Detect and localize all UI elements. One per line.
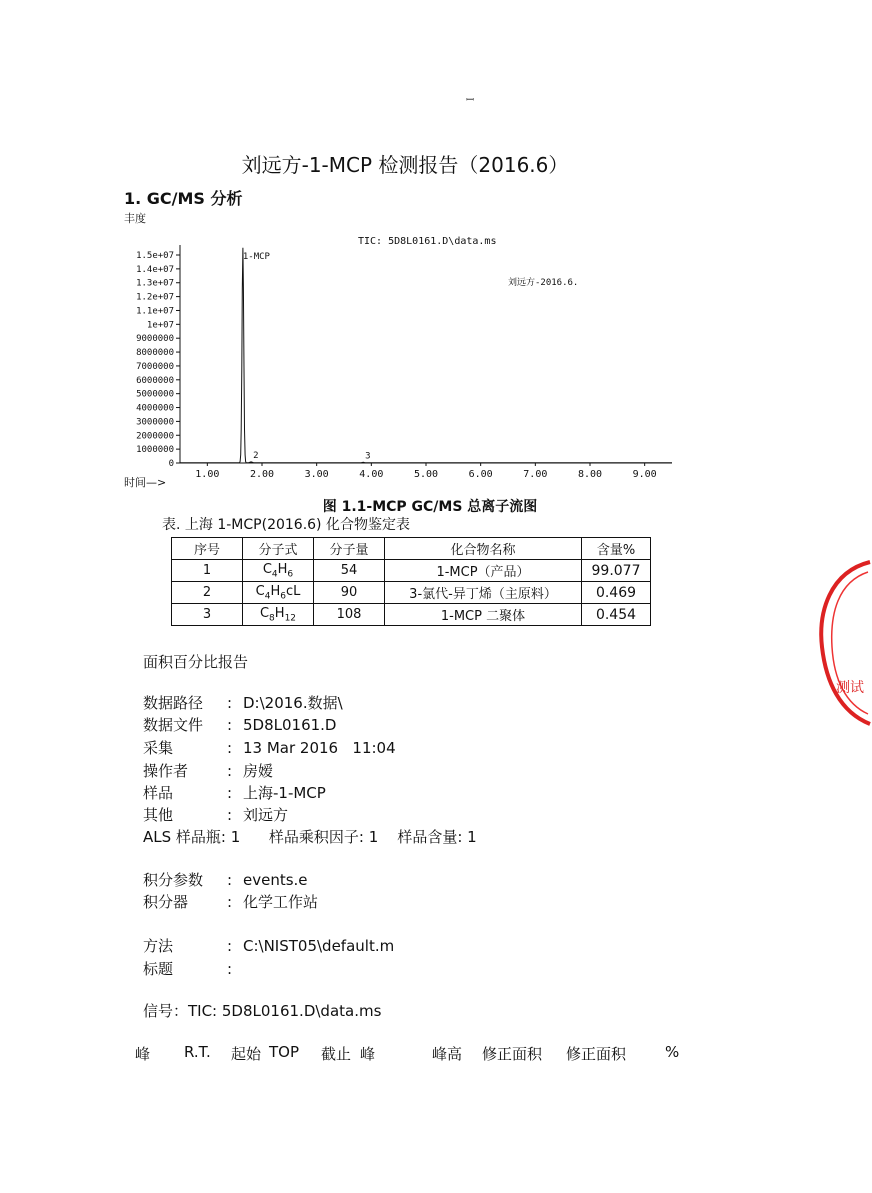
col-top: TOP — [269, 1043, 300, 1061]
col-height: 峰高 — [432, 1045, 463, 1063]
info-operator: 操作者 : 房嫒 — [143, 762, 274, 780]
y-tick-label: 1.4e+07 — [136, 264, 174, 275]
cell-mw: 90 — [314, 582, 385, 604]
y-tick-label: 0 — [168, 459, 174, 469]
peak-table-header — [135, 1043, 695, 1063]
info-method: 方法 : C:\NIST05\default.m — [143, 937, 395, 955]
red-seal-stamp — [810, 552, 872, 732]
page-mark: ꟷ — [466, 95, 475, 106]
label: 积分器 — [143, 893, 189, 911]
value: D:\2016.数据\ — [243, 694, 343, 712]
value: 房嫒 — [243, 762, 274, 780]
tic-trace — [180, 248, 672, 463]
label: 数据路径 — [143, 694, 204, 712]
label: 数据文件 — [143, 716, 204, 734]
y-tick-label: 7000000 — [136, 361, 174, 372]
col-header: 分子式 — [243, 538, 314, 560]
x-tick-label: 1.00 — [195, 469, 220, 480]
col-percent: % — [665, 1043, 680, 1061]
value: 化学工作站 — [243, 893, 319, 911]
col-peak2: 峰 — [360, 1045, 376, 1063]
info-other: 其他 : 刘远方 — [143, 806, 289, 824]
label: 操作者 — [143, 762, 189, 780]
y-tick-label: 2000000 — [136, 431, 174, 442]
col-header: 分子量 — [314, 538, 385, 560]
info-title: 标题 : — [143, 960, 233, 978]
cell-content: 99.077 — [582, 560, 651, 582]
x-tick-label: 8.00 — [577, 469, 603, 480]
table-row — [172, 560, 651, 582]
cell-name: 3-氯代-异丁烯（主原料） — [385, 582, 582, 604]
y-axis-unit: 丰度 — [124, 212, 146, 225]
value: events.e — [243, 871, 308, 889]
y-tick-label: 1.1e+07 — [136, 306, 174, 317]
col-start: 起始 — [231, 1045, 262, 1063]
x-tick-label: 6.00 — [468, 469, 493, 480]
x-tick-label: 5.00 — [413, 469, 439, 480]
col-corr-area-2: 修正面积 — [566, 1045, 627, 1063]
x-tick-label: 7.00 — [523, 469, 548, 480]
value: 刘远方 — [243, 806, 289, 824]
chart-annotation: 刘远方-2016.6. — [508, 278, 579, 288]
table-caption: 表. 上海 1-MCP(2016.6) 化合物鉴定表 — [162, 517, 410, 533]
x-axis-unit: 时间—> — [124, 476, 167, 489]
info-sample: 样品 : 上海-1-MCP — [143, 784, 326, 802]
cell-no: 1 — [172, 560, 243, 582]
label: 采集 — [143, 739, 174, 757]
y-tick-label: 1.5e+07 — [136, 251, 174, 261]
col-rt: R.T. — [184, 1043, 211, 1061]
table-header-row — [172, 538, 651, 560]
cell-name: 1-MCP 二聚体 — [385, 604, 582, 626]
cell-content: 0.469 — [582, 582, 651, 604]
chart-title: TIC: 5D8L0161.D\data.ms — [358, 236, 497, 247]
y-tick-label: 5000000 — [136, 389, 174, 400]
info-data-file: 数据文件 : 5D8L0161.D — [143, 716, 337, 734]
info-als: ALS 样品瓶: 1 样品乘积因子: 1 样品含量: 1 — [143, 828, 477, 846]
col-header: 化合物名称 — [385, 538, 582, 560]
cell-formula: $C_4H_6$ — [243, 560, 314, 582]
y-tick-label: 4000000 — [136, 403, 174, 414]
cell-no: 3 — [172, 604, 243, 626]
cell-mw: 108 — [314, 604, 385, 626]
y-tick-label: 8000000 — [136, 348, 174, 359]
table-row — [172, 604, 651, 626]
info-data-path: 数据路径 : D:\2016.数据\ — [143, 694, 343, 712]
cell-mw: 54 — [314, 560, 385, 582]
y-tick-label: 1000000 — [136, 445, 174, 456]
value: 上海-1-MCP — [243, 784, 326, 802]
cell-content: 0.454 — [582, 604, 651, 626]
y-tick-label: 1.3e+07 — [136, 278, 174, 289]
label: 积分参数 — [143, 871, 204, 889]
info-integration-params: 积分参数 : events.e — [143, 871, 308, 889]
col-header: 序号 — [172, 538, 243, 560]
area-report-title: 面积百分比报告 — [143, 653, 249, 671]
x-tick-label: 3.00 — [304, 469, 329, 480]
x-tick-label: 9.00 — [632, 469, 657, 480]
y-tick-label: 9000000 — [136, 334, 174, 345]
info-acquisition: 采集 : 13 Mar 2016 11:04 — [143, 739, 396, 757]
cell-formula: $C_8H_{12}$ — [243, 604, 314, 626]
peak-label: 2 — [253, 451, 259, 462]
stamp-text: 测试 — [836, 680, 864, 696]
col-peak: 峰 — [135, 1045, 151, 1063]
info-integrator: 积分器 : 化学工作站 — [143, 893, 319, 911]
value: C:\NIST05\default.m — [243, 937, 395, 955]
section-title: 1. GC/MS 分析 — [124, 189, 243, 208]
cell-formula: $C_4H_6cL$ — [243, 582, 314, 604]
col-header: 含量% — [582, 538, 651, 560]
compound-table — [171, 537, 651, 626]
col-end: 截止 — [321, 1045, 352, 1063]
y-tick-label: 1.2e+07 — [136, 292, 174, 303]
col-corr-area-1: 修正面积 — [482, 1045, 543, 1063]
label: 样品 — [143, 784, 174, 802]
value: 5D8L0161.D — [243, 716, 337, 734]
figure-caption: 图 1.1-MCP GC/MS 总离子流图 — [322, 499, 538, 515]
cell-name: 1-MCP（产品） — [385, 560, 582, 582]
y-tick-label: 1e+07 — [146, 320, 174, 331]
x-tick-label: 2.00 — [249, 469, 275, 480]
label: 标题 — [143, 960, 174, 978]
report-title: 刘远方-1-MCP 检测报告（2016.6） — [241, 153, 569, 177]
y-tick-label: 3000000 — [136, 417, 174, 428]
peak-label: 1-MCP — [242, 252, 270, 262]
cell-no: 2 — [172, 582, 243, 604]
label: 其他 — [143, 806, 174, 824]
label: 方法 — [143, 937, 174, 955]
signal-line: 信号：TIC: 5D8L0161.D\data.ms — [143, 1002, 382, 1020]
peak-label: 3 — [365, 451, 371, 462]
value: 13 Mar 2016 11:04 — [243, 739, 396, 757]
y-tick-label: 6000000 — [136, 375, 174, 386]
tic-chart — [0, 228, 860, 478]
x-tick-label: 4.00 — [359, 469, 384, 480]
table-row — [172, 582, 651, 604]
